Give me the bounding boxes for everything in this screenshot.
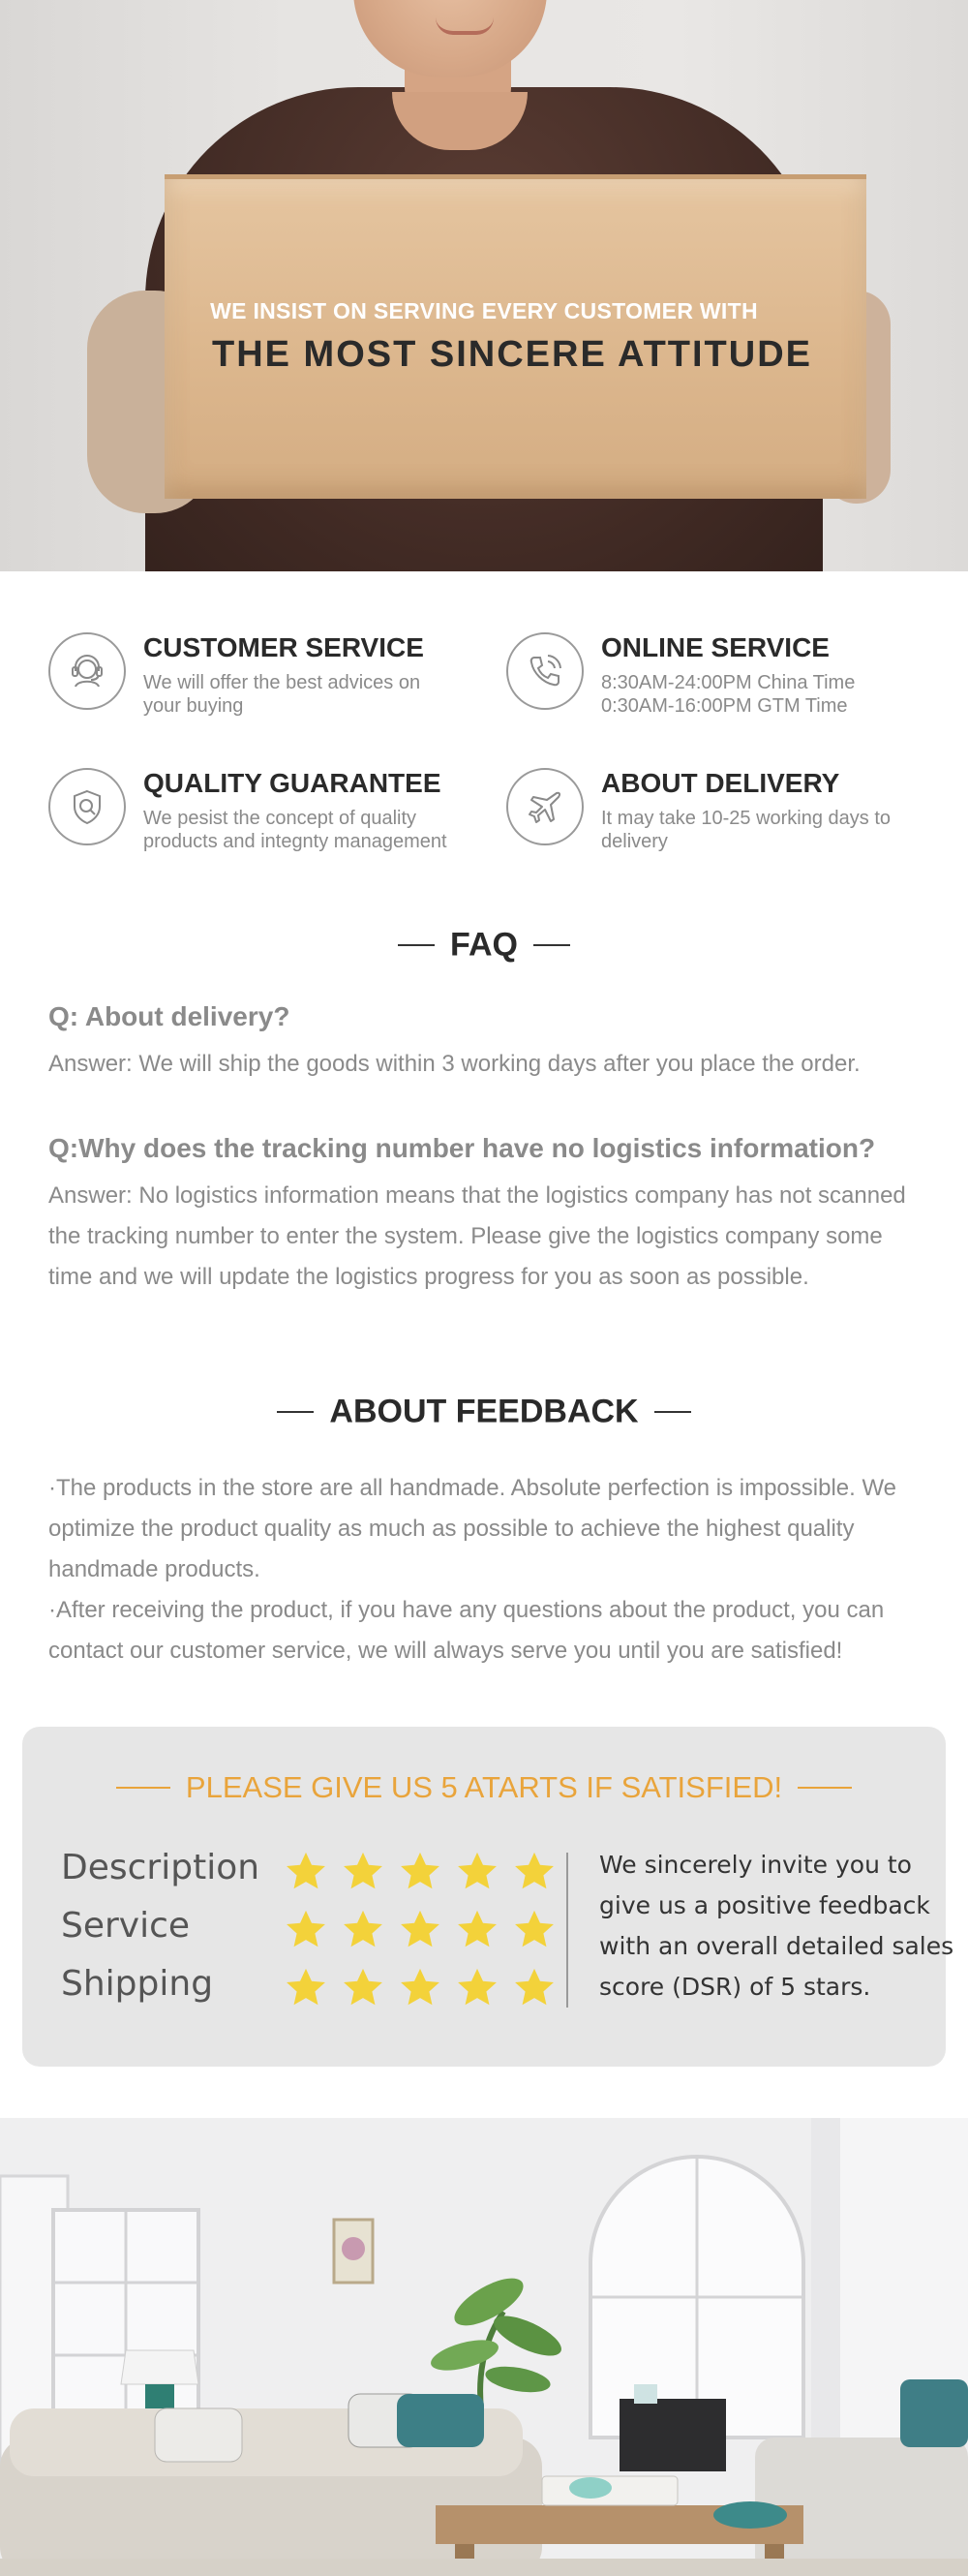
hero-face xyxy=(353,0,547,77)
living-room-photo xyxy=(0,2118,968,2576)
rating-label: Description xyxy=(61,1848,260,1887)
airplane-icon xyxy=(506,768,584,845)
star-icon xyxy=(398,1966,442,2010)
heading-rule xyxy=(116,1787,170,1789)
service-desc: We will offer the best advices on your buying xyxy=(143,672,421,717)
rating-label: Shipping xyxy=(61,1964,214,2004)
rating-label: Service xyxy=(61,1906,191,1946)
heading-rule xyxy=(798,1787,852,1789)
faq-answer: Answer: We will ship the goods within 3 working days after you place the order. xyxy=(48,1051,861,1077)
hero-banner xyxy=(0,0,968,571)
living-room-illustration xyxy=(0,2118,968,2576)
hero-smile xyxy=(436,17,494,35)
star-icon xyxy=(512,1850,557,1894)
service-title: QUALITY GUARANTEE xyxy=(143,768,441,798)
star-icon xyxy=(341,1850,385,1894)
star-icon xyxy=(455,1966,499,2010)
headset-icon xyxy=(48,632,126,710)
heading-rule xyxy=(533,944,570,946)
rating-panel xyxy=(22,1727,954,2067)
service-title: CUSTOMER SERVICE xyxy=(143,632,424,662)
star-icon xyxy=(398,1908,442,1952)
star-group xyxy=(284,1908,569,1952)
star-icon xyxy=(341,1966,385,2010)
service-online xyxy=(506,632,932,729)
heading-rule xyxy=(654,1411,691,1413)
heading-rule xyxy=(398,944,435,946)
faq-heading: FAQ xyxy=(0,925,968,965)
service-quality xyxy=(48,768,474,865)
star-icon xyxy=(284,1850,328,1894)
service-customer xyxy=(48,632,474,729)
star-icon xyxy=(455,1908,499,1952)
service-delivery xyxy=(506,768,932,865)
rating-divider xyxy=(566,1853,568,2008)
star-group xyxy=(284,1850,569,1894)
star-icon xyxy=(284,1908,328,1952)
star-icon xyxy=(512,1966,557,2010)
service-desc: It may take 10-25 working days to delivery xyxy=(601,808,892,852)
phone-icon xyxy=(506,632,584,710)
star-icon xyxy=(341,1908,385,1952)
star-icon xyxy=(455,1850,499,1894)
hero-line-1: WE INSIST ON SERVING EVERY CUSTOMER WITH xyxy=(210,298,758,323)
star-icon xyxy=(398,1850,442,1894)
faq-question: Q: About delivery? xyxy=(48,1001,290,1031)
faq-answer: Answer: No logistics information means that the logistics company has not scanned the tracking number to enter the system. Please give the logistics company some time and we will update the logistics progress for you as soon as possible. xyxy=(48,1182,906,1290)
star-icon xyxy=(512,1908,557,1952)
shield-icon xyxy=(48,768,126,845)
faq-question: Q:Why does the tracking number have no logistics information? xyxy=(48,1133,876,1163)
service-desc: 8:30AM-24:00PM China Time 0:30AM-16:00PM GTM Time xyxy=(601,672,856,717)
service-title: ABOUT DELIVERY xyxy=(601,768,840,798)
feedback-heading: ABOUT FEEDBACK xyxy=(0,1392,968,1431)
rating-heading: PLEASE GIVE US 5 ATARTS IF SATISFIED! xyxy=(22,1768,946,1805)
feedback-paragraph: ·The products in the store are all handmade. Absolute perfection is impossible. We optimize the product quality as much as possible to achieve the highest quality handmade products. xyxy=(48,1475,897,1582)
service-title: ONLINE SERVICE xyxy=(601,632,830,662)
star-group xyxy=(284,1966,569,2010)
heading-rule xyxy=(277,1411,314,1413)
star-icon xyxy=(284,1966,328,2010)
service-desc: We pesist the concept of quality products and integnty management xyxy=(143,808,447,852)
feedback-paragraph: ·After receiving the product, if you have any questions about the product, you can contact our customer service, we will always serve you until you are satisfied! xyxy=(48,1597,885,1664)
hero-line-2: THE MOST SINCERE ATTITUDE xyxy=(212,334,812,375)
rating-invite-text: We sincerely invite you to give us a positive feedback with an overall detailed sales score (DSR) of 5 stars. xyxy=(599,1851,954,2001)
